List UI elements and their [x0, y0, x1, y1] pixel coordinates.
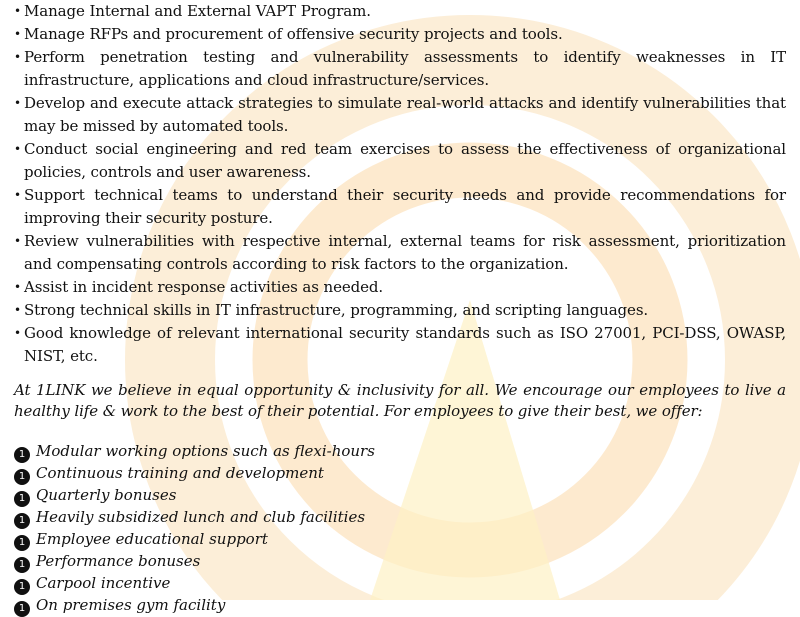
bullet-icon: • — [14, 280, 21, 294]
responsibility-text: Good knowledge of relevant international security standards such as ISO 27001, PCI-DSS, OWASP, NIST, etc. — [24, 324, 786, 365]
responsibility-text: Develop and execute attack strategies to simulate real-world attacks and identify vulnerabilities that may be missed by automated tools. — [24, 94, 786, 135]
responsibility-text: Review vulnerabilities with respective internal, external teams for risk assessment, prioritization and compensating controls according to risk factors to the organization. — [24, 232, 786, 273]
responsibility-item — [14, 138, 786, 184]
bullet-icon: • — [14, 326, 21, 340]
benefit-item — [14, 485, 786, 507]
responsibility-item — [14, 92, 786, 138]
responsibility-text: Conduct social engineering and red team exercises to assess the effectiveness of organizational policies, controls and user awareness. — [24, 140, 786, 181]
benefit-text: Carpool incentive — [36, 574, 171, 592]
bullet-icon: • — [14, 96, 21, 110]
circled-number-icon: 1 — [14, 557, 30, 573]
benefit-text: Heavily subsidized lunch and club facilities — [36, 508, 366, 526]
responsibilities-list — [14, 0, 786, 368]
responsibility-item — [14, 46, 786, 92]
responsibility-text: Strong technical skills in IT infrastructure, programming, and scripting languages. — [24, 301, 649, 319]
circled-number-icon: 1 — [14, 469, 30, 485]
bullet-icon: • — [14, 27, 21, 41]
benefits-list — [14, 441, 786, 617]
responsibility-text: Manage RFPs and procurement of offensive security projects and tools. — [24, 25, 563, 43]
bullet-icon: • — [14, 188, 21, 202]
responsibility-item — [14, 299, 786, 322]
responsibility-item — [14, 276, 786, 299]
benefits-intro: At 1LINK we believe in equal opportunity & inclusivity for all. We encourage our employees to live a healthy life & work to the best of their potential. For employees to give their best, we offer: — [14, 381, 786, 420]
circled-number-icon: 1 — [14, 447, 30, 463]
responsibility-item — [14, 0, 786, 23]
benefit-item — [14, 573, 786, 595]
responsibility-text: Support technical teams to understand their security needs and provide recommendations for improving their security posture. — [24, 186, 786, 227]
job-description — [14, 0, 786, 617]
bullet-icon: • — [14, 303, 21, 317]
benefit-text: On premises gym facility — [36, 596, 226, 614]
responsibility-text: Assist in incident response activities as needed. — [24, 278, 384, 296]
benefit-item — [14, 529, 786, 551]
benefit-item — [14, 441, 786, 463]
circled-number-icon: 1 — [14, 535, 30, 551]
benefit-text: Quarterly bonuses — [36, 486, 177, 504]
bullet-icon: • — [14, 4, 21, 18]
responsibility-text: Perform penetration testing and vulnerability assessments to identify weaknesses in IT infrastructure, applications and cloud infrastructure/services. — [24, 48, 786, 89]
circled-number-icon: 1 — [14, 513, 30, 529]
benefit-item — [14, 507, 786, 529]
benefit-text: Modular working options such as flexi-hours — [36, 442, 375, 460]
circled-number-icon: 1 — [14, 579, 30, 595]
circled-number-icon: 1 — [14, 601, 30, 617]
benefit-text: Performance bonuses — [36, 552, 201, 570]
bullet-icon: • — [14, 142, 21, 156]
bullet-icon: • — [14, 50, 21, 64]
benefit-item — [14, 463, 786, 485]
benefit-text: Employee educational support — [36, 530, 268, 548]
responsibility-text: Manage Internal and External VAPT Program. — [24, 2, 371, 20]
benefit-text: Continuous training and development — [36, 464, 324, 482]
responsibility-item — [14, 230, 786, 276]
responsibility-item — [14, 322, 786, 368]
responsibility-item — [14, 23, 786, 46]
responsibility-item — [14, 184, 786, 230]
benefit-item — [14, 595, 786, 617]
bullet-icon: • — [14, 234, 21, 248]
circled-number-icon: 1 — [14, 491, 30, 507]
benefit-item — [14, 551, 786, 573]
